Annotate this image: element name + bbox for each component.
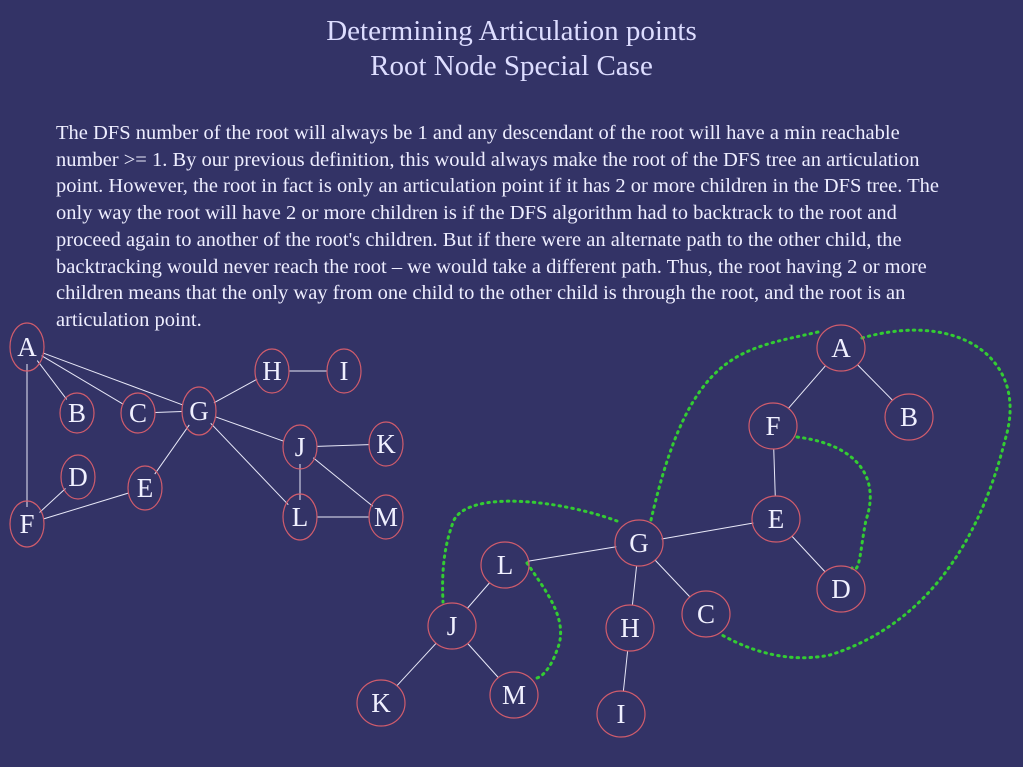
right-edge-h-i [623,651,627,691]
left-node-c [121,393,155,433]
right-node-f [749,403,797,449]
left-edge-g-l [211,423,289,504]
left-edge-g-j [215,417,284,442]
left-edge-j-k [317,445,369,447]
left-node-b-label: B [67,398,87,428]
left-node-l-label: L [291,502,309,532]
left-node-m-label: M [373,502,399,532]
right-node-m-label: M [501,680,527,710]
right-back-edge-a-g [651,332,818,520]
right-back-edge-l-m [527,563,561,678]
right-edge-g-l [528,547,617,562]
right-node-a [817,325,865,371]
left-node-i [327,349,361,393]
left-node-i-label: I [339,356,349,386]
left-node-j-label: J [294,432,306,462]
right-edge-l-j [467,582,490,608]
right-node-d [817,566,865,612]
left-node-k [369,422,403,466]
right-node-e [752,496,800,542]
left-node-f-label: F [19,509,35,539]
right-edge-g-c [655,560,690,598]
left-node-g-label: G [189,396,209,426]
left-node-k-label: K [376,429,396,459]
right-node-k-label: K [371,688,391,718]
right-edge-g-h [632,566,636,605]
right-node-l [481,542,529,588]
left-node-e-label: E [136,473,154,503]
left-edge-a-b [37,361,66,400]
left-node-j [283,425,317,469]
right-edge-j-k [397,643,437,686]
right-node-c-label: C [696,599,716,629]
right-edge-a-b [857,364,893,400]
left-node-b [60,393,94,433]
right-node-a-label: A [831,333,851,363]
right-node-i-label: I [616,699,626,729]
right-back-edge-g-j [443,501,617,602]
left-node-c-label: C [128,398,148,428]
left-node-g [182,387,216,435]
right-edge-e-d [792,536,826,572]
right-node-g-label: G [629,528,649,558]
left-edge-g-h [214,379,257,403]
title-line-2: Root Node Special Case [370,50,653,82]
right-node-l-label: L [496,550,514,580]
right-node-i [597,691,645,737]
right-back-edge-a-c [720,330,1010,658]
left-edge-j-m [313,458,373,507]
right-edge-a-f [788,365,826,408]
left-node-l [283,494,317,540]
right-node-k [357,680,405,726]
right-node-e-label: E [767,504,785,534]
right-node-f-label: F [765,411,781,441]
right-node-h [606,605,654,651]
right-node-m [490,672,538,718]
right-node-b-label: B [899,402,919,432]
left-node-m [369,495,403,539]
right-node-c [682,591,730,637]
left-node-a [10,323,44,371]
explanation-text: The DFS number of the root will always be 1 and any descendant of the root will have a min reachable number >= 1. By our previous definition, this would always make the root of the DFS tree an articulation point. However, the root in fact is only an articulation point if it has 2 or more children in the DFS tree. The only way the root will have 2 or more children is if the DFS algorithm had to backtrack to the root and proceed again to another of the root's children. But if there were an alternate path to the other child, the backtracking would never reach the root – we would take a different path. Thus, the root having 2 or more children means that the only way from one child to the other child is through the root, and the root is an articulation point. [56,122,939,331]
right-node-g [615,520,663,566]
left-node-a-label: A [17,332,37,362]
left-node-d [61,455,95,499]
right-node-d-label: D [831,574,851,604]
right-node-j-label: J [446,611,458,641]
right-back-edge-f-d [797,437,870,569]
left-node-f [10,501,44,547]
title-line-1: Determining Articulation points [326,15,697,47]
right-node-j [428,603,476,649]
left-node-h [255,349,289,393]
left-node-d-label: D [68,462,88,492]
left-edge-g-e [155,425,189,474]
right-node-b [885,394,933,440]
right-node-h-label: H [620,613,640,643]
right-edge-j-m [467,643,498,678]
left-edge-a-g [43,353,183,405]
left-edge-d-f [40,489,66,513]
dfs-tree [357,325,1010,737]
left-node-e [128,466,162,510]
left-node-h-label: H [262,356,282,386]
left-edge-c-g [155,412,182,413]
right-edge-f-e [774,449,776,496]
right-edge-e-g [662,523,754,539]
original-graph [10,323,403,547]
